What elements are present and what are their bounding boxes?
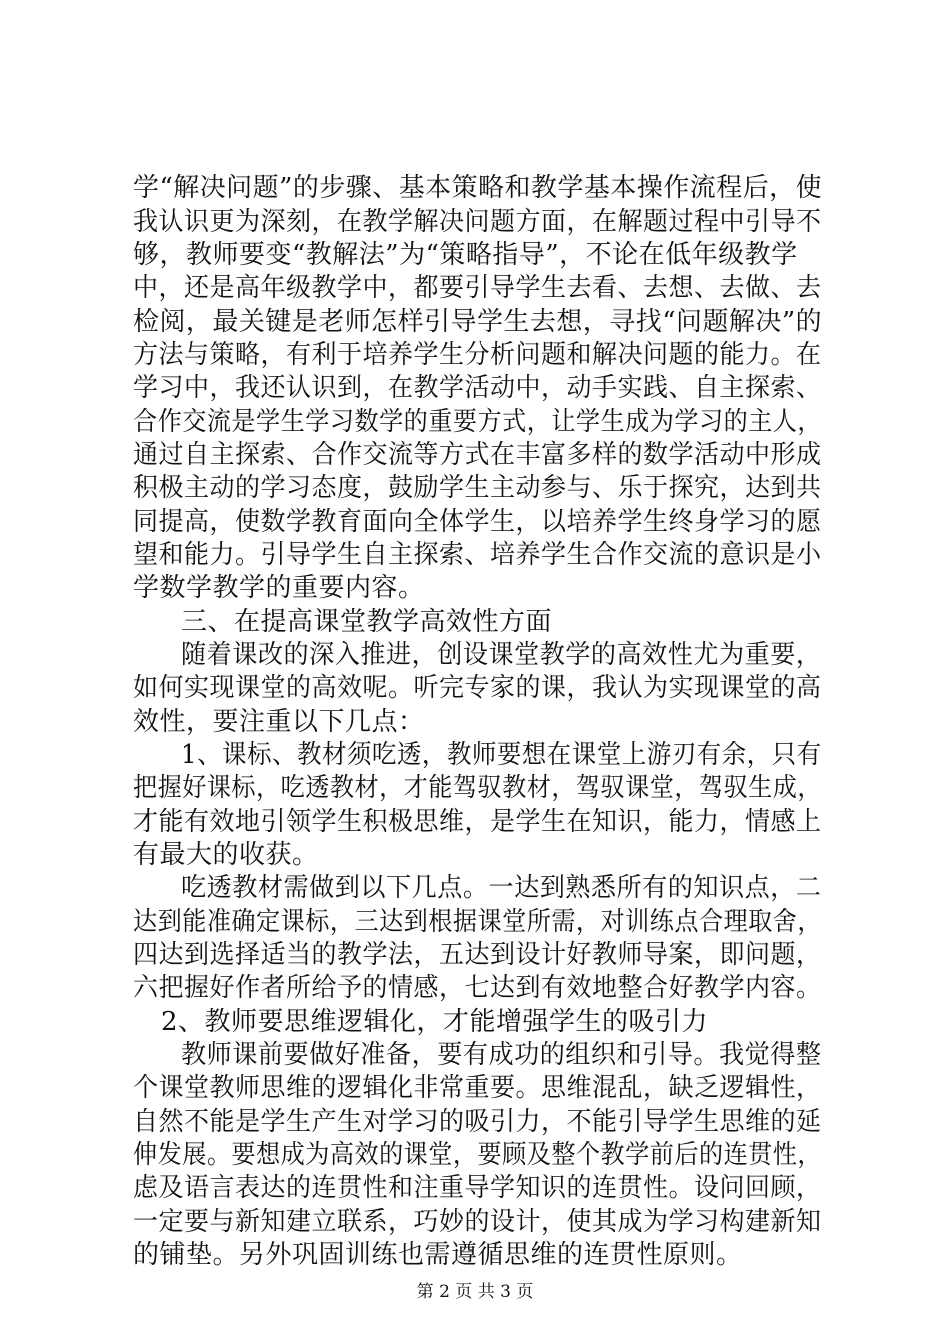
text-line: 同提高，使数学教育面向全体学生，以培养学生终身学习的愿: [133, 507, 822, 537]
text-line: 四达到选择适当的教学法，五达到设计好教师导案，即问题，: [133, 940, 822, 970]
text-line: 望和能力。引导学生自主探索、培养学生合作交流的意识是小: [133, 540, 822, 570]
text-line: 虑及语言表达的连贯性和注重导学知识的连贯性。设问回顾，: [133, 1173, 822, 1203]
text-line: 中，还是高年级教学中，都要引导学生去看、去想、去做、去: [133, 273, 822, 303]
section-heading: 三、在提高课堂教学高效性方面: [181, 607, 553, 637]
text-line: 吃透教材需做到以下几点。一达到熟悉所有的知识点，二: [181, 873, 822, 903]
text-line: 够，教师要变“教解法”为“策略指导”，不论在低年级教学: [133, 240, 798, 270]
text-line: 方法与策略，有利于培养学生分析问题和解决问题的能力。在: [133, 340, 822, 370]
text-line: 有最大的收获。: [133, 840, 319, 870]
text-line: 个课堂教师思维的逻辑化非常重要。思维混乱，缺乏逻辑性，: [133, 1073, 822, 1103]
text-line: 检阅，最关键是老师怎样引导学生去想，寻找“问题解决”的: [133, 307, 823, 337]
text-line: 学数学教学的重要内容。: [133, 573, 425, 603]
text-line: 的铺垫。另外巩固训练也需遵循思维的连贯性原则。: [133, 1240, 743, 1270]
text-line: 把握好课标，吃透教材，才能驾驭教材，驾驭课堂，驾驭生成，: [133, 773, 823, 803]
text-line: 教师课前要做好准备，要有成功的组织和引导。我觉得整: [181, 1040, 822, 1070]
text-line: 伸发展。要想成为高效的课堂，要顾及整个教学前后的连贯性，: [133, 1140, 823, 1170]
text-line: 如何实现课堂的高效呢。听完专家的课，我认为实现课堂的高: [133, 673, 822, 703]
text-line: 六把握好作者所给予的情感，七达到有效地整合好教学内容。: [133, 973, 822, 1003]
text-line: 学“解决问题”的步骤、基本策略和教学基本操作流程后，使: [133, 173, 823, 203]
text-line: 合作交流是学生学习数学的重要方式，让学生成为学习的主人，: [133, 407, 823, 437]
text-line: 自然不能是学生产生对学习的吸引力，不能引导学生思维的延: [133, 1107, 822, 1137]
text-line: 效性，要注重以下几点：: [133, 707, 425, 737]
text-line: 才能有效地引领学生积极思维，是学生在知识，能力，情感上: [133, 807, 822, 837]
text-line: 达到能准确定课标，三达到根据课堂所需，对训练点合理取舍，: [133, 907, 823, 937]
page-number-footer: 第 2 页 共 3 页: [416, 1282, 534, 1302]
subheading: 2、教师要思维逻辑化，才能增强学生的吸引力: [161, 1007, 709, 1037]
text-line: 学习中，我还认识到，在教学活动中，动手实践、自主探索、: [133, 373, 822, 403]
text-line: 通过自主探索、合作交流等方式在丰富多样的数学活动中形成: [133, 440, 822, 470]
subheading: 1、课标、教材须吃透，教师要想在课堂上游刃有余，只有: [181, 740, 822, 770]
text-line: 随着课改的深入推进，创设课堂教学的高效性尤为重要，: [181, 640, 822, 670]
text-line: 一定要与新知建立联系，巧妙的设计，使其成为学习构建新知: [133, 1207, 822, 1237]
text-line: 我认识更为深刻，在教学解决问题方面，在解题过程中引导不: [133, 207, 822, 237]
text-line: 积极主动的学习态度，鼓励学生主动参与、乐于探究，达到共: [133, 473, 822, 503]
